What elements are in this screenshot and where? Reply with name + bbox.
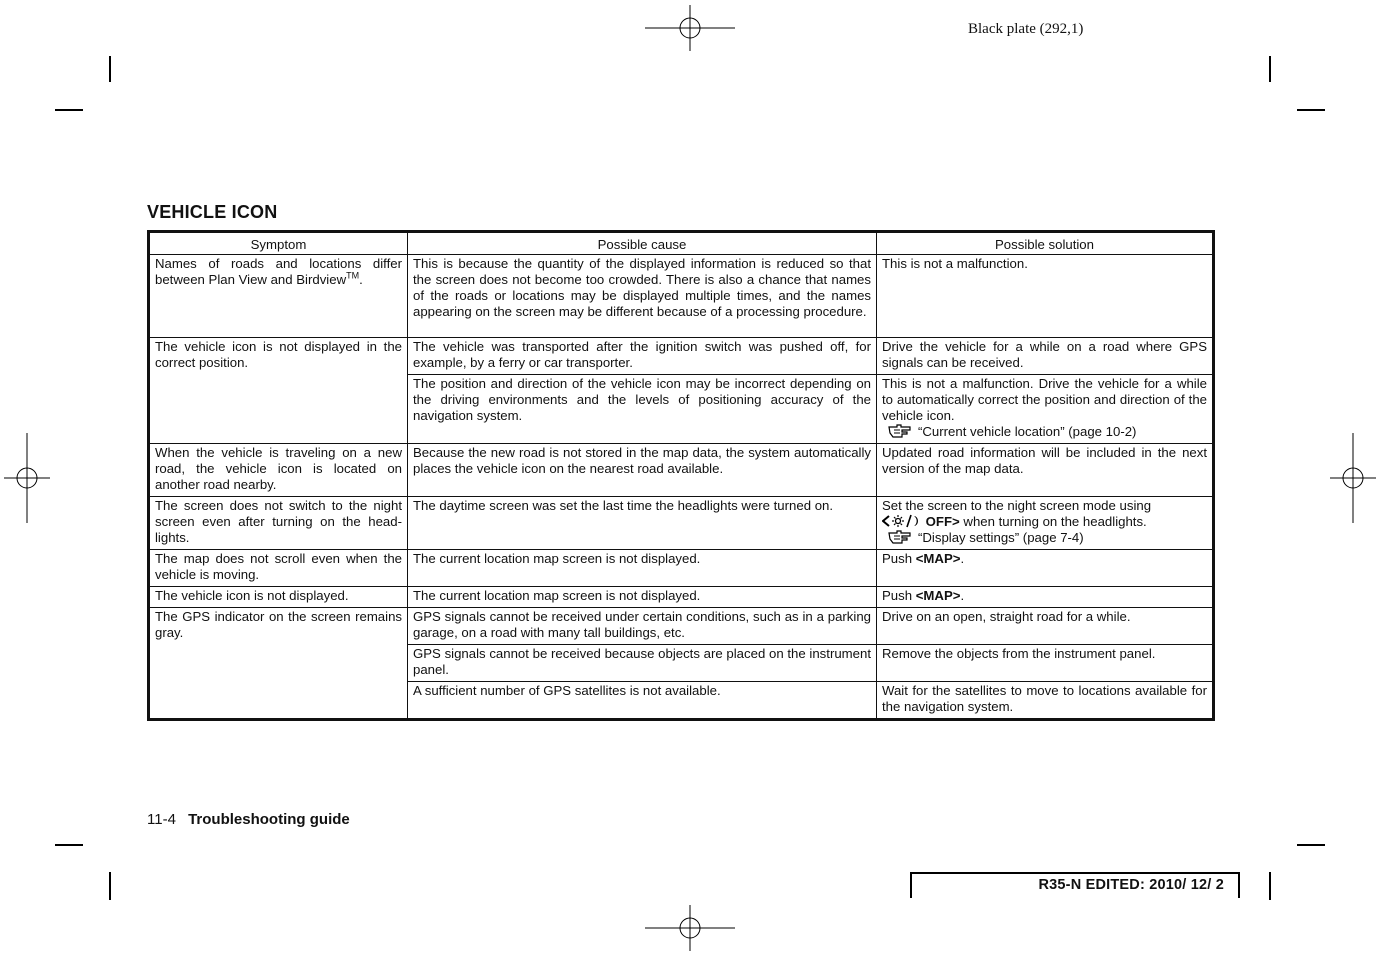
registration-mark-right (1330, 433, 1376, 523)
solution-cell (877, 497, 1214, 550)
solution-text-end: when turning on the headlights. (963, 514, 1147, 529)
troubleshooting-table (147, 230, 1215, 721)
table-row (149, 608, 1214, 645)
symptom-cell: The screen does not switch to the night screen even after turning on the head-lights. (149, 497, 408, 550)
symptom-text-end: . (359, 272, 363, 287)
page-footer (147, 811, 350, 828)
page-section-name: Troubleshooting guide (188, 811, 350, 828)
solution-reference: “Current vehicle location” (page 10-2) (918, 424, 1137, 439)
table-row (149, 444, 1214, 497)
solution-cell: Drive on an open, straight road for a while. (877, 608, 1214, 645)
symptom-cell: The GPS indicator on the screen remains gray. (149, 608, 408, 720)
table-header-row (149, 232, 1214, 255)
registration-mark-top (645, 5, 735, 51)
header-cause: Possible cause (408, 232, 877, 255)
table-row (149, 338, 1214, 375)
symptom-cell: The map does not scroll even when the vehicle is moving. (149, 550, 408, 587)
crop-mark (1297, 109, 1325, 111)
registration-mark-left (4, 433, 50, 523)
crop-mark (55, 109, 83, 111)
reference-hand-icon (888, 424, 914, 438)
symptom-cell: The vehicle icon is not displayed in the correct position. (149, 338, 408, 444)
solution-text: This is not a malfunction. Drive the vehicle for a while to automatically correct the position and direction of the vehicle icon. (882, 376, 1207, 423)
cause-cell: The current location map screen is not displayed. (408, 550, 877, 587)
cause-cell: The current location map screen is not displayed. (408, 587, 877, 608)
cause-cell: A sufficient number of GPS satellites is not available. (408, 682, 877, 720)
crop-mark (109, 872, 111, 900)
solution-text: Set the screen to the night screen mode using (882, 498, 1152, 513)
cause-cell: This is because the quantity of the displayed information is reduced so that the screen does not become too crowded. There is also a chance that names of the roads or locations may be displayed multiple times, and the names appearing on the screen may be different because of a processing procedure. (408, 255, 877, 338)
solution-cell: Wait for the satellites to move to locations available for the navigation system. (877, 682, 1214, 720)
crop-mark (1297, 844, 1325, 846)
edited-stamp-box (910, 872, 1240, 898)
trademark-sup: TM (346, 270, 360, 281)
solution-text: Push (882, 588, 913, 603)
table-row (149, 497, 1214, 550)
page-number: 11-4 (147, 811, 176, 828)
cause-cell: Because the new road is not stored in the map data, the system automatically places the vehicle icon on the nearest road available. (408, 444, 877, 497)
table-row (149, 550, 1214, 587)
cause-cell: The daytime screen was set the last time the headlights were turned on. (408, 497, 877, 550)
reference-hand-icon (888, 530, 914, 544)
crop-mark (1269, 872, 1271, 900)
solution-text-end: . (960, 551, 965, 566)
crop-mark (1269, 56, 1271, 82)
plate-label: Black plate (292,1) (968, 21, 1084, 37)
header-symptom: Symptom (149, 232, 408, 255)
solution-text: Push (882, 551, 913, 566)
cause-cell: The vehicle was transported after the ignition switch was pushed off, for example, by a ferry or car transporter. (408, 338, 877, 375)
symptom-text: Names of roads and locations differ between Plan View and Birdview (155, 256, 402, 287)
symptom-cell (149, 255, 408, 338)
crop-mark (55, 844, 83, 846)
symptom-cell: When the vehicle is traveling on a new road, the vehicle icon is located on another road nearby. (149, 444, 408, 497)
solution-cell: Updated road information will be included in the next version of the map data. (877, 444, 1214, 497)
solution-cell (877, 550, 1214, 587)
solution-reference: “Display settings” (page 7-4) (918, 530, 1084, 545)
cause-cell: GPS signals cannot be received under certain conditions, such as in a parking garage, on a road with many tall buildings, etc. (408, 608, 877, 645)
edited-stamp: R35-N EDITED: 2010/ 12/ 2 (1038, 877, 1224, 893)
solution-cell: Remove the objects from the instrument panel. (877, 645, 1214, 682)
crop-mark (109, 56, 111, 82)
headlight-off-key: OFF> (925, 514, 960, 529)
solution-cell: Drive the vehicle for a while on a road where GPS signals can be received. (877, 338, 1214, 375)
table-row (149, 587, 1214, 608)
section-title: VEHICLE ICON (147, 202, 278, 222)
map-key: <MAP> (915, 551, 961, 566)
table-row (149, 255, 1214, 338)
symptom-cell: The vehicle icon is not displayed. (149, 587, 408, 608)
registration-mark-bottom (645, 905, 735, 951)
solution-cell: This is not a malfunction. (877, 255, 1214, 338)
cause-cell: The position and direction of the vehicle icon may be incorrect depending on the driving environments and the levels of positioning accuracy of the navigation system. (408, 375, 877, 444)
solution-cell (877, 375, 1214, 444)
headlight-toggle-icon (882, 514, 922, 528)
cause-cell: GPS signals cannot be received because objects are placed on the instrument panel. (408, 645, 877, 682)
solution-text-end: . (960, 588, 965, 603)
map-key: <MAP> (915, 588, 961, 603)
header-solution: Possible solution (877, 232, 1214, 255)
solution-cell (877, 587, 1214, 608)
